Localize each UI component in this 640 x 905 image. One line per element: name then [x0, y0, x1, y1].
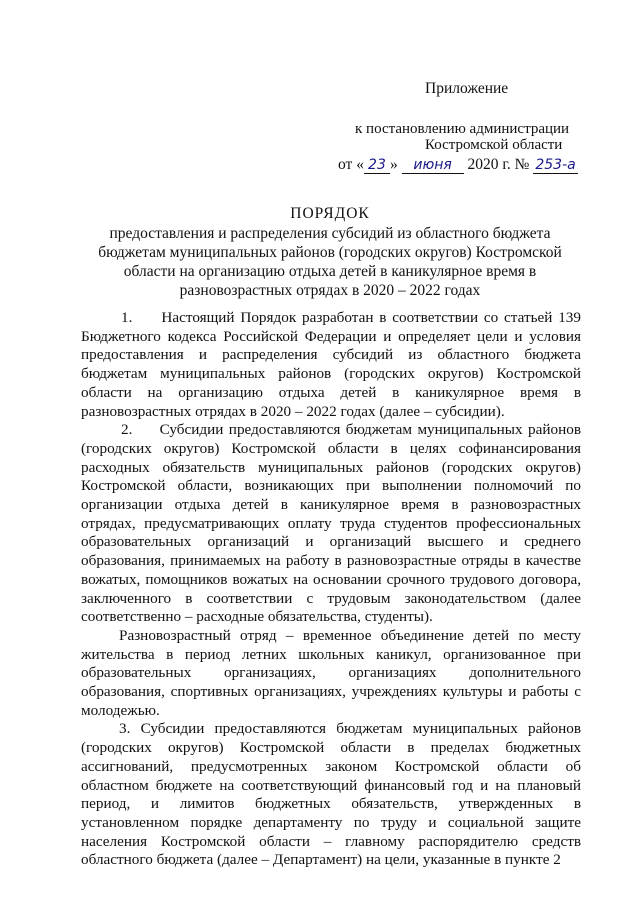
paragraph-2: 2. Субсидии предоставляются бюджетам муниципальных районов (городских округов) Костромской области в целях софинансирования расходных обязательств муниципальных районов (городских округов) Костромской области, возникающих при выполнении полномочий по организации отдыха детей в каникулярное время в разновозрастных отрядах, предусматривающих оплату труда студентов профессиональных образовательных организаций и организаций высшего и среднего образования, принимаемых на работу в разновозрастные отряды в качестве вожатых, помощников вожатых на основании срочного трудового договора, заключенного в соответствии с трудовым законодательством (далее соответственно – расходные обязательства, студенты). — [81, 421, 585, 626]
paragraph-1: 1. Настоящий Порядок разработан в соответствии со статьей 139 Бюджетного кодекса Российской Федерации и определяет цели и условия предоставления и распределения субсидий из областного бюджета бюджетам муниципальных районов (городских округов) Костромской области на организацию отдыха детей в каникулярное время в разновозрастных отрядах в 2020 – 2022 годах (далее – субсидии). — [81, 309, 585, 420]
paragraph-3: Разновозрастный отряд – временное объединение детей по месту жительства в период летних школьных каникул, организованное при образовательных организациях, организациях дополнительного образования, спортивных организациях, учреждениях культуры и работы с молодежью. — [81, 626, 581, 719]
document-subtitle — [60, 224, 600, 300]
document-body — [81, 309, 585, 870]
annex-label: Приложение — [425, 80, 509, 97]
subtitle-line-2: бюджетам муниципальных районов (городских округов) Костромской — [98, 244, 562, 261]
paragraph-4: 3. Субсидии предоставляются бюджетам муниципальных районов (городских округов) Костромской области в пределах бюджетных ассигнований, предусмотренных законом Костромской области об областном бюджете на соответствующий финансовый год и на плановый период, и лимитов бюджетных обязательств, утвержденных в установленном порядке департаменту по труду и социальной защите населения Костромской области – главному распорядителю средств областного бюджета (далее – Департамент) на цели, указанные в пункте 2 — [81, 720, 581, 869]
decree-reference: к постановлению администрации — [355, 121, 570, 137]
decree-date-line — [338, 156, 578, 174]
subtitle-line-3: области на организацию отдыха детей в каникулярное время в — [123, 263, 537, 280]
region-name: Костромской области — [425, 137, 563, 153]
date-mid: » — [389, 156, 398, 173]
subtitle-line-1: предоставления и распределения субсидий из областного бюджета — [109, 225, 551, 242]
subtitle-line-4: разновозрастных отрядах в 2020 – 2022 годах — [179, 282, 481, 299]
date-prefix: от « — [338, 156, 364, 173]
handwritten-number: 253-а — [535, 157, 576, 173]
handwritten-day: 23 — [364, 157, 390, 174]
document-heading: ПОРЯДОК — [290, 205, 370, 222]
year-and-number-label: 2020 г. № — [467, 156, 530, 173]
handwritten-month: июня — [402, 157, 464, 174]
